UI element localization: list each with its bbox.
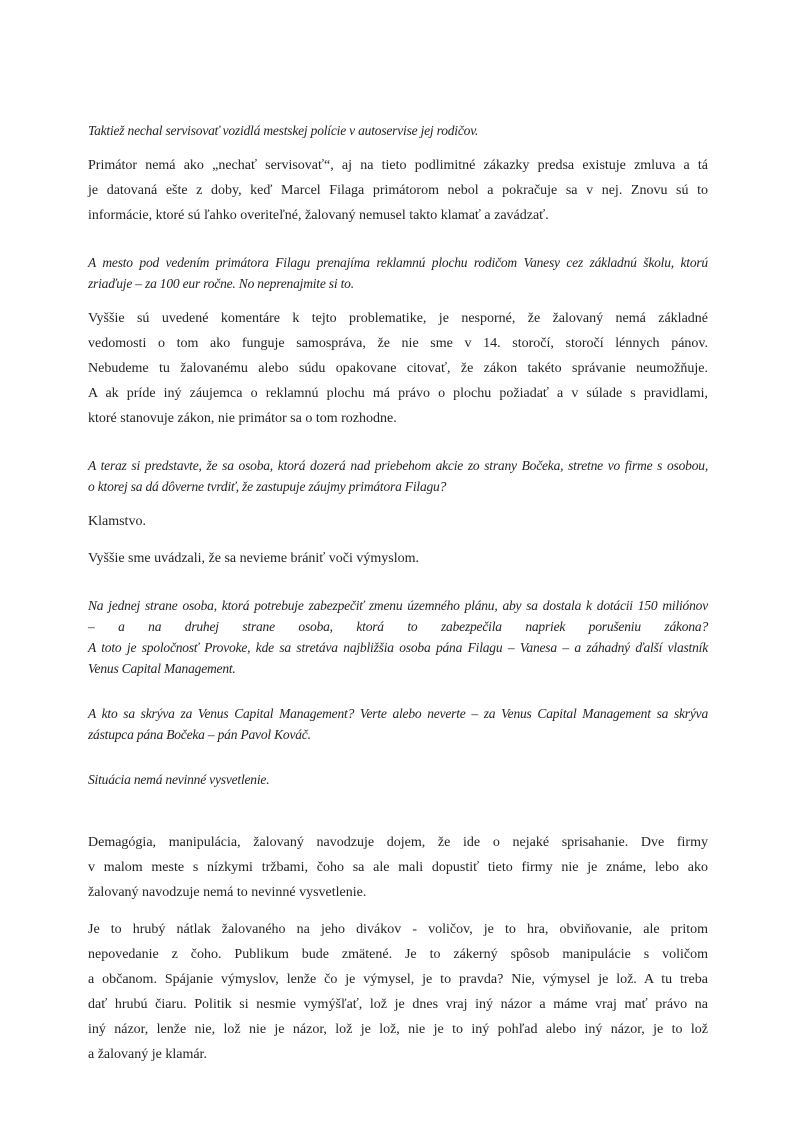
text-line: Je to hrubý nátlak žalovaného na jeho divákov - voličov, je to hra, obviňovanie, ale pritom [88,922,708,937]
text-line: a občanom. Spájanie výmyslov, lenže čo je výmysel, je to pravda? Nie, výmysel je lož. A tu treba [88,972,708,987]
text-line: Demagógia, manipulácia, žalovaný navodzuje dojem, že ide o nejaké sprisahanie. Dve firmy [88,835,708,850]
body-paragraph [88,509,708,534]
text-line: Situácia nemá nevinné vysvetlenie. [88,772,270,787]
text-line: A ak príde iný záujemca o reklamnú plochu má právo o plochu požiadať a v súlade s pravidlami, [88,386,708,401]
text-line: vedomosti o tom ako funguje samospráva, že nie sme v 14. storočí, storočí lénnych pánov. [88,336,708,351]
text-line: je datovaná ešte z doby, keď Marcel Filaga primátorom nebol a pokračuje sa v nej. Znovu sú to [88,183,708,198]
text-line: Primátor nemá ako „nechať servisovať“, aj na tieto podlimitné zákazky predsa existuje zmluva a tá [88,158,708,173]
text-line: a žalovaný je klamár. [88,1047,207,1062]
text-line: Vyššie sú uvedené komentáre k tejto problematike, je nesporné, že žalovaný nemá základné [88,311,708,326]
quote-paragraph [88,455,708,497]
text-line: dať hrubú čiaru. Politik si nesmie vymýšľať, lož je dnes vraj iný názor a máme vraj mať právo na [88,997,708,1012]
text-line: ktoré stanovuje zákon, nie primátor sa o tom rozhodne. [88,411,397,426]
text-line: – a na druhej strane osoba, ktorá to zabezpečila napriek porušeniu zákona? [88,619,708,634]
body-paragraph [88,153,708,228]
quote-paragraph [88,120,708,141]
body-paragraph [88,830,708,905]
text-line: Nebudeme tu žalovanému alebo súdu opakovane citovať, že zákon takéto správanie neumožňuje. [88,361,708,376]
text-line: nepovedanie z čoho. Publikum bude zmätené. Je to zákerný spôsob manipulácie s voličom [88,947,708,962]
text-line: žalovaný navodzuje nemá to nevinné vysvetlenie. [88,885,367,900]
text-line: Na jednej strane osoba, ktorá potrebuje zabezpečiť zmenu územného plánu, aby sa dostala k dotácii 150 miliónov [88,598,708,613]
text-line: v malom meste s nízkymi tržbami, čoho sa ale mali dopustiť tieto firmy nie je známe, lebo ako [88,860,708,875]
quote-paragraph [88,252,708,294]
text-line: iný názor, lenže nie, lož nie je názor, lož je lož, nie je to iný pohľad alebo iný názor, je to lož [88,1022,708,1037]
text-line: Klamstvo. [88,514,146,529]
text-line: A teraz si predstavte, že sa osoba, ktorá dozerá nad priebehom akcie zo strany Bočeka, stretne vo firme s osobou, [88,458,708,473]
text-line: A toto je spoločnosť Provoke, kde sa stretáva najbližšia osoba pána Filagu – Vanesa – a záhadný ďalší vlastník [88,640,708,655]
body-paragraph [88,917,708,1067]
text-line: A kto sa skrýva za Venus Capital Management? Verte alebo neverte – za Venus Capital Management sa skrýva [88,706,708,721]
text-line: A mesto pod vedením primátora Filagu prenajíma reklamnú plochu rodičom Vanesy cez základnú školu, ktorú [88,255,708,270]
text-line: Vyššie sme uvádzali, že sa nevieme brániť voči výmyslom. [88,551,420,566]
text-line: Taktiež nechal servisovať vozidlá mestskej polície v autoservise jej rodičov. [88,123,479,138]
quote-paragraph [88,769,708,790]
body-paragraph [88,306,708,431]
quote-paragraph [88,595,708,679]
text-line: Venus Capital Management. [88,661,236,676]
text-line: o ktorej sa dá dôverne tvrdiť, že zastupuje záujmy primátora Filagu? [88,479,447,494]
text-line: zriaďuje – za 100 eur ročne. No neprenajmite si to. [88,276,354,291]
quote-paragraph [88,703,708,745]
text-line: informácie, ktoré sú ľahko overiteľné, žalovaný nemusel takto klamať a zavádzať. [88,208,549,223]
text-line: zástupca pána Bočeka – pán Pavol Kováč. [88,727,311,742]
body-paragraph [88,546,708,571]
